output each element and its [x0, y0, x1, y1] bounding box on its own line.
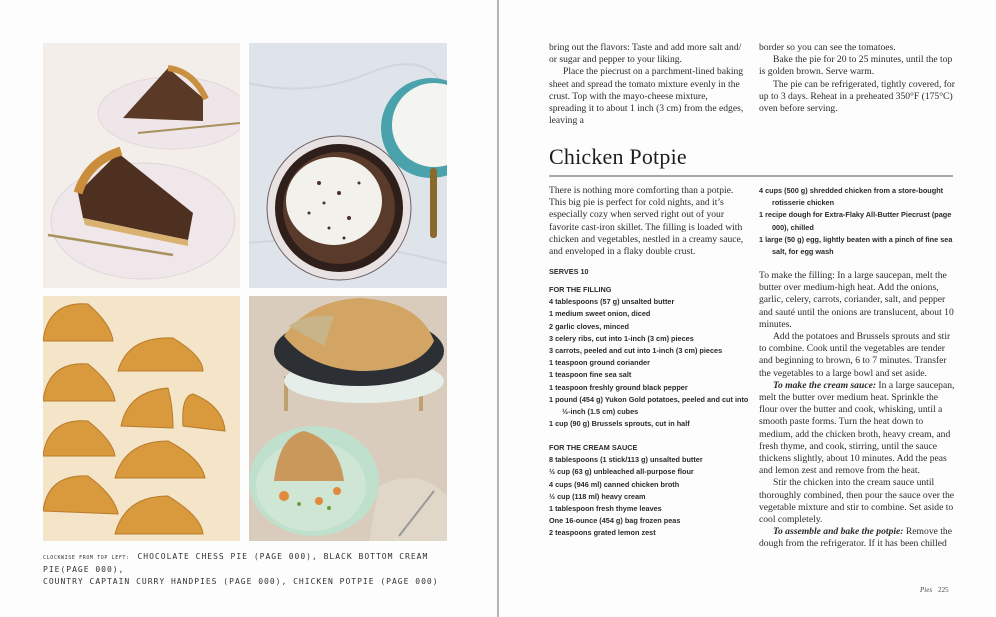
photo-black-bottom-cream-pie [249, 43, 447, 288]
serves-label: SERVES 10 [549, 267, 589, 276]
additional-ingredients [759, 185, 959, 258]
ingredient: 1 pound (454 g) Yukon Gold potatoes, peeled and cut into ½-inch (1.5 cm) cubes [549, 394, 749, 417]
ingredient: 1 tablespoon fresh thyme leaves [549, 504, 662, 514]
photo-chicken-potpie [249, 296, 447, 541]
continued-text-col-2 [759, 42, 955, 115]
ingredient: 2 teaspoons grated lemon zest [549, 528, 656, 538]
ingredient: 4 cups (946 ml) canned chicken broth [549, 479, 680, 489]
ingredient: 1 medium sweet onion, diced [549, 309, 651, 319]
cream-sauce-ingredients [549, 442, 754, 540]
caption-line-2: COUNTRY CAPTAIN CURRY HANDPIES (PAGE 000), CHICKEN POTPIE (PAGE 000) [43, 577, 439, 586]
ingredient: 1 large (50 g) egg, lightly beaten with a pinch of fine sea salt, for egg wash [759, 234, 953, 257]
ingredient: One 16-ounce (454 g) bag frozen peas [549, 516, 681, 526]
method-step-lead: To assemble and bake the potpie: [773, 526, 904, 538]
page-number: 225 [938, 586, 949, 594]
ingredient: 1 cup (90 g) Brussels sprouts, cut in half [549, 419, 690, 429]
ingredient: 2 garlic cloves, minced [549, 321, 629, 331]
ingredient: 1 recipe dough for Extra-Flaky All-Butter Piecrust (page 000), chilled [759, 210, 952, 232]
continued-paragraph: Place the piecrust on a parchment-lined baking sheet and spread the tomato mixture evenly in the crust. Top with the mayo-cheese mixture, spreading it to about 1 inch (3 cm) from the edges, leaving a [549, 66, 744, 127]
method-step-text: Remove the dough from the refrigerator. If it has been chilled [759, 526, 952, 550]
ingredient: 8 tablespoons (1 stick/113 g) unsalted butter [549, 455, 703, 465]
ingredient: 1 teaspoon ground coriander [549, 358, 650, 368]
ingredient: 1 teaspoon freshly ground black pepper [549, 382, 688, 392]
photo-country-captain-curry-handpies [43, 296, 240, 541]
cream-sauce-heading: FOR THE CREAM SAUCE [549, 443, 638, 452]
caption-lead: CLOCKWISE FROM TOP LEFT: [43, 555, 130, 561]
photo-caption [43, 551, 463, 588]
ingredient: 3 celery ribs, cut into 1-inch (3 cm) pieces [549, 333, 694, 343]
continued-paragraph: The pie can be refrigerated, tightly covered, for up to 3 days. Reheat in a preheated 350°F (175°C) oven before serving. [759, 78, 955, 115]
folio-section: Pies [920, 586, 933, 594]
method-step [759, 380, 955, 478]
ingredient: 4 tablespoons (57 g) unsalted butter [549, 297, 675, 307]
recipe-title: Chicken Potpie [549, 144, 687, 169]
method-step: Stir the chicken into the cream sauce until thoroughly combined, then pour the sauce over the vegetable mixture and stir to combine. Set aside to cool completely. [759, 477, 955, 526]
filling-heading: FOR THE FILLING [549, 285, 612, 294]
ingredient: 1 teaspoon fine sea salt [549, 370, 632, 380]
continued-paragraph: bring out the flavors: Taste and add more salt and/ or sugar and pepper to your liking. [549, 42, 742, 66]
method-step-text: In a large saucepan, melt the butter over medium heat. Sprinkle the flour over the butter and cook, whisking, until a smooth paste forms. Turn the heat down to medium, add the chicken broth, heavy cream, and fresh thyme, and cook, stirring, until the sauce thickens slightly, about 10 minutes. Add the peas and lemon zest and remove from the heat. [759, 379, 955, 477]
method-step: Add the potatoes and Brussels sprouts and stir to combine. Cook until the vegetables are tender and beginning to brown, 6 to 7 minutes. Transfer the vegetables to a large bowl and set aside. [759, 331, 951, 379]
continued-paragraph: Bake the pie for 20 to 25 minutes, until the top is golden brown. Serve warm. [759, 54, 953, 78]
recipe-method [759, 270, 955, 551]
ingredient: ½ cup (63 g) unbleached all-purpose flour [549, 467, 694, 477]
left-page [0, 0, 497, 617]
method-step: To make the filling: In a large saucepan, melt the butter over medium-high heat. Add the onions, garlic, celery, carrots, coriander, salt, and pepper and sauté until the onions are translucent, about 10 minutes. [759, 270, 954, 330]
continued-text-col-1 [549, 42, 745, 127]
method-step-lead: To make the cream sauce: [773, 379, 877, 391]
page-folio [920, 586, 949, 594]
ingredient: 3 carrots, peeled and cut into 1-inch (3 cm) pieces [549, 346, 723, 356]
title-rule [549, 175, 953, 177]
ingredient: ½ cup (118 ml) heavy cream [549, 491, 646, 501]
photo-chocolate-chess-pie [43, 43, 240, 288]
recipe-intro: There is nothing more comforting than a potpie. This big pie is perfect for cold nights, and it’s especially cozy when served right out of your favorite cast-iron skillet. The filling is loaded with chicken and vegetables, nestled in a creamy sauce, and enveloped in a flaky double crust. [549, 185, 744, 258]
ingredient: 4 cups (500 g) shredded chicken from a store-bought rotisserie chicken [759, 186, 944, 208]
filling-ingredients [549, 284, 754, 430]
method-step [759, 526, 955, 550]
continued-paragraph: border so you can see the tomatoes. [759, 42, 896, 53]
caption-line-1: CHOCOLATE CHESS PIE (PAGE 000), BLACK BOTTOM CREAM PIE(PAGE 000), [43, 552, 429, 574]
